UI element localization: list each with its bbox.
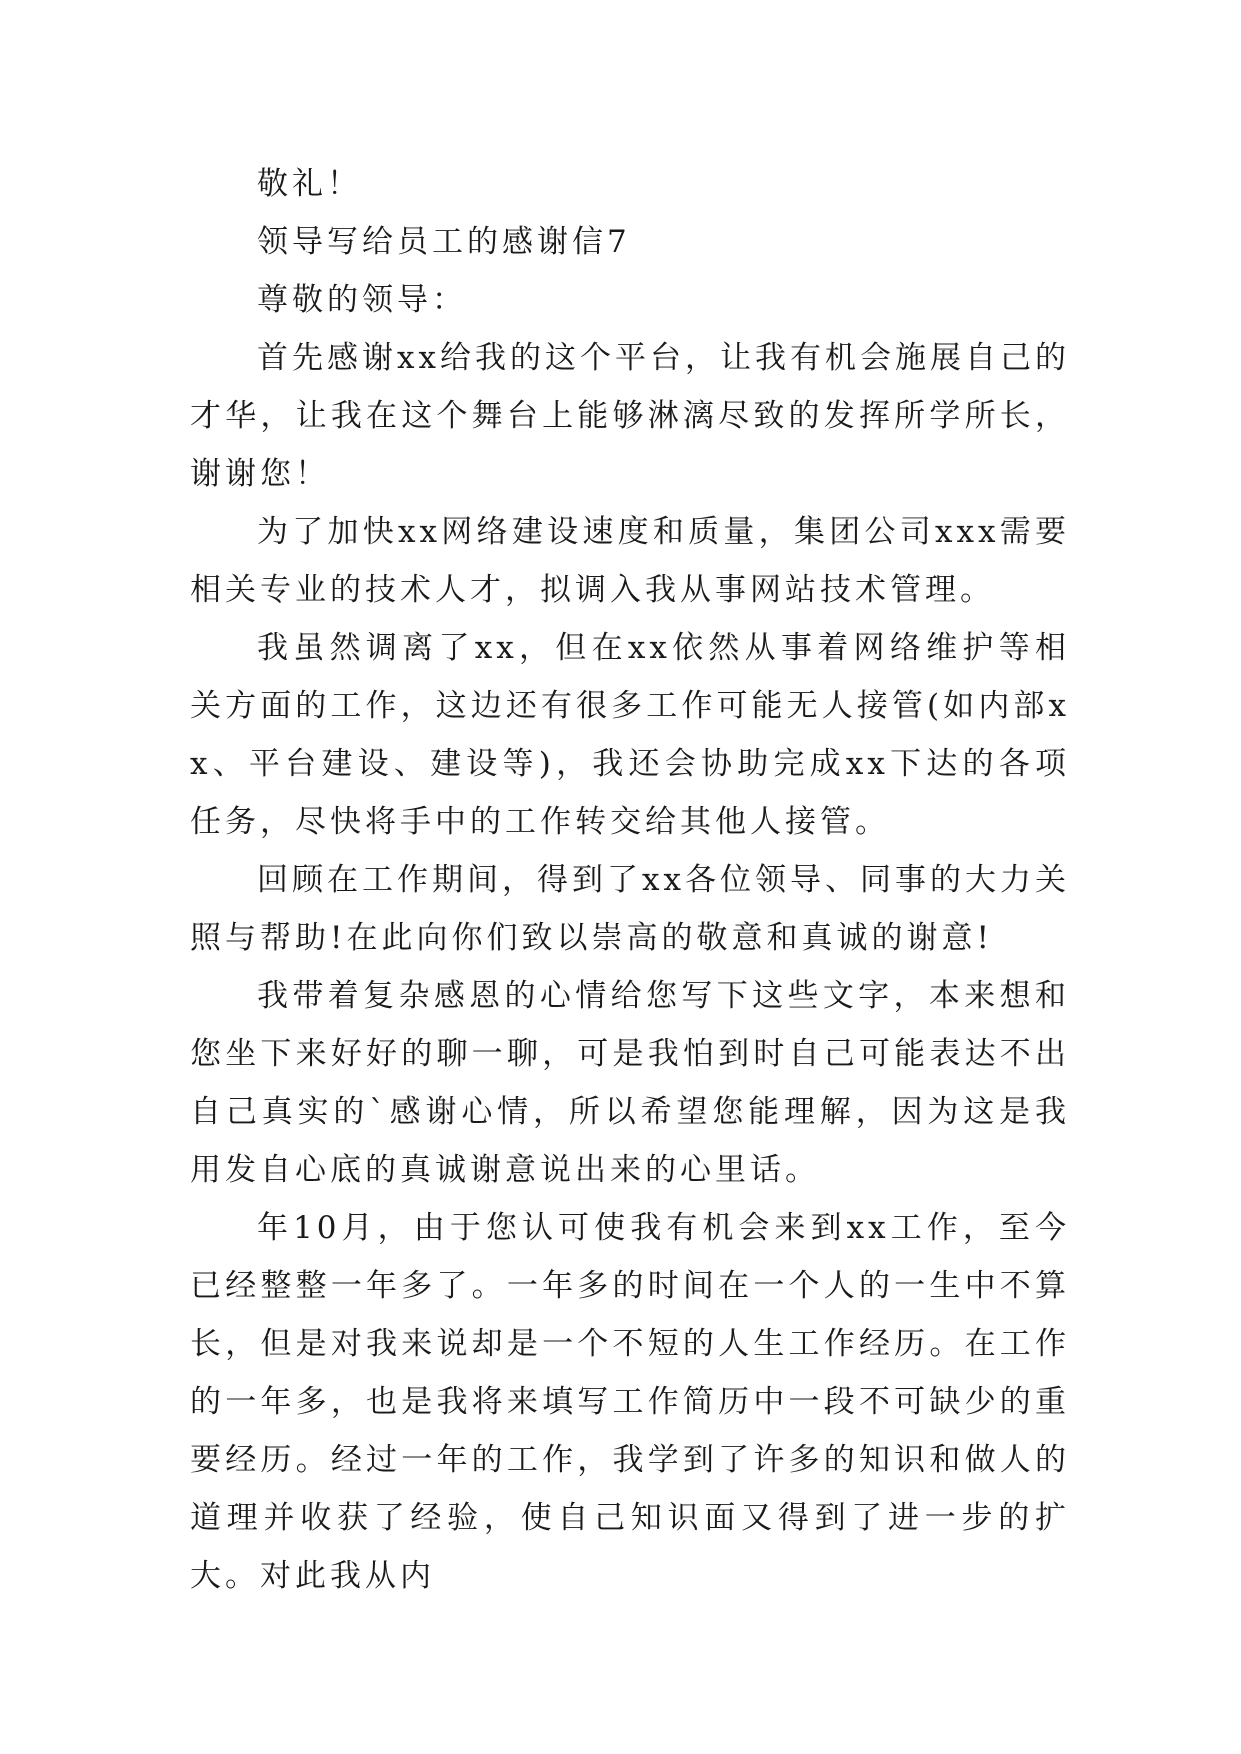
body-paragraph: 首先感谢xx给我的这个平台，让我有机会施展自己的才华，让我在这个舞台上能够淋漓尽致的发挥所学所长，谢谢您！	[190, 340, 1070, 492]
body-paragraph: 我虽然调离了xx，但在xx依然从事着网络维护等相关方面的工作，这边还有很多工作可能无人接管(如内部xx、平台建设、建设等)，我还会协助完成xx下达的各项任务，尽快将手中的工作转交给其他人接管。	[190, 630, 1070, 840]
closing-salutation: 敬礼！	[257, 166, 362, 202]
body-paragraph: 年10月，由于您认可使我有机会来到xx工作，至今已经整整一年多了。一年多的时间在一个人的一生中不算长，但是对我来说却是一个不短的人生工作经历。在工作的一年多，也是我将来填写工作简历中一段不可缺少的重要经历。经过一年的工作，我学到了许多的知识和做人的道理并收获了经验，使自己知识面又得到了进一步的扩大。对此我从内	[190, 1210, 1070, 1594]
body-paragraph: 为了加快xx网络建设速度和质量，集团公司xxx需要相关专业的技术人才，拟调入我从事网站技术管理。	[190, 514, 1070, 608]
letter-heading: 领导写给员工的感谢信7	[257, 224, 631, 260]
letter-greeting: 尊敬的领导：	[257, 282, 467, 318]
body-paragraph: 我带着复杂感恩的心情给您写下这些文字，本来想和您坐下来好好的聊一聊，可是我怕到时自己可能表达不出自己真实的`感谢心情，所以希望您能理解，因为这是我用发自心底的真诚谢意说出来的心里话。	[190, 978, 1070, 1188]
letter-body	[190, 155, 1070, 1605]
body-paragraph: 回顾在工作期间，得到了xx各位领导、同事的大力关照与帮助!在此向你们致以崇高的敬意和真诚的谢意!	[190, 862, 1070, 956]
